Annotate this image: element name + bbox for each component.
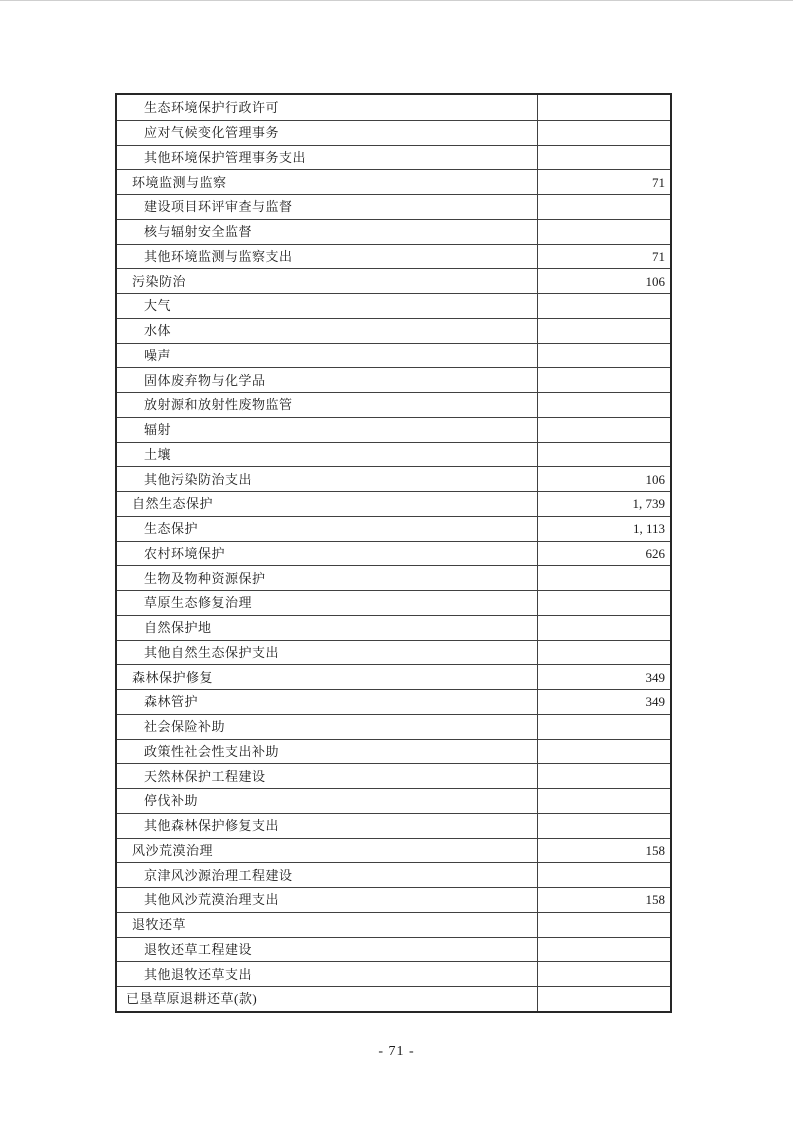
amount-cell [537, 863, 670, 887]
item-name-cell: 政策性社会性支出补助 [144, 743, 280, 759]
table-row [117, 466, 670, 491]
item-name-cell: 其他风沙荒漠治理支出 [144, 892, 280, 908]
amount-cell [537, 740, 670, 764]
table-row [117, 739, 670, 764]
item-name-cell: 风沙荒漠治理 [132, 842, 214, 858]
table-row [117, 219, 670, 244]
item-name-cell: 固体废弃物与化学品 [144, 372, 266, 388]
item-name-cell: 退牧还草工程建设 [144, 941, 253, 957]
item-name-cell: 噪声 [144, 347, 172, 363]
item-name-cell: 农村环境保护 [144, 545, 226, 561]
scan-artifact-line [0, 0, 793, 1]
table-row [117, 937, 670, 962]
amount-cell: 349 [537, 665, 670, 689]
amount-cell [537, 938, 670, 962]
item-name-cell: 其他环境保护管理事务支出 [144, 149, 307, 165]
table-row [117, 318, 670, 343]
amount-cell [537, 814, 670, 838]
table-row [117, 714, 670, 739]
table-row [117, 442, 670, 467]
amount-cell [537, 146, 670, 170]
item-name-cell: 其他自然生态保护支出 [144, 644, 280, 660]
amount-cell [537, 962, 670, 986]
amount-cell: 626 [537, 542, 670, 566]
item-name-cell: 其他森林保护修复支出 [144, 818, 280, 834]
amount-cell [537, 368, 670, 392]
amount-cell: 106 [537, 467, 670, 491]
amount-cell [537, 715, 670, 739]
amount-cell [537, 393, 670, 417]
table-row [117, 541, 670, 566]
table-row [117, 664, 670, 689]
table-row [117, 565, 670, 590]
table-row [117, 194, 670, 219]
table-row [117, 838, 670, 863]
amount-cell: 106 [537, 269, 670, 293]
table-row [117, 244, 670, 269]
amount-cell: 1, 739 [537, 492, 670, 516]
table-row [117, 491, 670, 516]
item-name-cell: 水体 [144, 323, 172, 339]
table-row [117, 912, 670, 937]
item-name-cell: 森林管护 [144, 694, 199, 710]
item-name-cell: 自然生态保护 [132, 496, 214, 512]
table-row [117, 887, 670, 912]
item-name-cell: 建设项目环评审查与监督 [144, 199, 293, 215]
table-row [117, 268, 670, 293]
item-name-cell: 退牧还草 [132, 917, 187, 933]
amount-cell [537, 294, 670, 318]
table-row [117, 392, 670, 417]
table-row [117, 862, 670, 887]
amount-cell [537, 418, 670, 442]
item-name-cell: 已垦草原退耕还草(款) [126, 991, 258, 1007]
amount-cell [537, 591, 670, 615]
table-row [117, 516, 670, 541]
item-name-cell: 污染防治 [132, 273, 187, 289]
item-name-cell: 生物及物种资源保护 [144, 570, 266, 586]
table-row [117, 640, 670, 665]
item-name-cell: 京津风沙源治理工程建设 [144, 867, 293, 883]
table-row [117, 293, 670, 318]
item-name-cell: 自然保护地 [144, 620, 212, 636]
amount-cell: 158 [537, 888, 670, 912]
item-name-cell: 其他污染防治支出 [144, 471, 253, 487]
table-row [117, 689, 670, 714]
table-row [117, 95, 670, 120]
item-name-cell: 大气 [144, 298, 172, 314]
amount-cell: 71 [537, 170, 670, 194]
table-row [117, 367, 670, 392]
table-row [117, 590, 670, 615]
table-row [117, 788, 670, 813]
table-row [117, 120, 670, 145]
amount-cell [537, 566, 670, 590]
amount-cell [537, 121, 670, 145]
amount-cell [537, 789, 670, 813]
item-name-cell: 核与辐射安全监督 [144, 224, 253, 240]
amount-cell [537, 95, 670, 120]
item-name-cell: 停伐补助 [144, 793, 199, 809]
amount-cell [537, 641, 670, 665]
amount-cell [537, 764, 670, 788]
table-row [117, 813, 670, 838]
item-name-cell: 其他环境监测与监察支出 [144, 248, 293, 264]
budget-table [115, 93, 672, 1013]
item-name-cell: 生态保护 [144, 521, 199, 537]
amount-cell [537, 195, 670, 219]
item-name-cell: 森林保护修复 [132, 669, 214, 685]
item-name-cell: 生态环境保护行政许可 [144, 99, 280, 115]
item-name-cell: 环境监测与监察 [132, 174, 227, 190]
item-name-cell: 社会保险补助 [144, 719, 226, 735]
amount-cell: 71 [537, 245, 670, 269]
table-row [117, 763, 670, 788]
table-row [117, 961, 670, 986]
table-row [117, 169, 670, 194]
table-row [117, 145, 670, 170]
item-name-cell: 其他退牧还草支出 [144, 966, 253, 982]
amount-cell: 1, 113 [537, 517, 670, 541]
table-row [117, 343, 670, 368]
amount-cell [537, 616, 670, 640]
page-footer [0, 1044, 793, 1060]
amount-cell: 349 [537, 690, 670, 714]
amount-cell [537, 987, 670, 1011]
item-name-cell: 草原生态修复治理 [144, 595, 253, 611]
amount-cell [537, 344, 670, 368]
amount-cell [537, 220, 670, 244]
table-row [117, 417, 670, 442]
item-name-cell: 辐射 [144, 422, 172, 438]
amount-cell [537, 319, 670, 343]
amount-cell: 158 [537, 839, 670, 863]
item-name-cell: 放射源和放射性废物监管 [144, 397, 293, 413]
item-name-cell: 天然林保护工程建设 [144, 768, 266, 784]
table-row [117, 615, 670, 640]
page-number: - 71 - [378, 1044, 415, 1059]
item-name-cell: 土壤 [144, 446, 172, 462]
table-row [117, 986, 670, 1011]
amount-cell [537, 913, 670, 937]
item-name-cell: 应对气候变化管理事务 [144, 125, 280, 141]
amount-cell [537, 443, 670, 467]
